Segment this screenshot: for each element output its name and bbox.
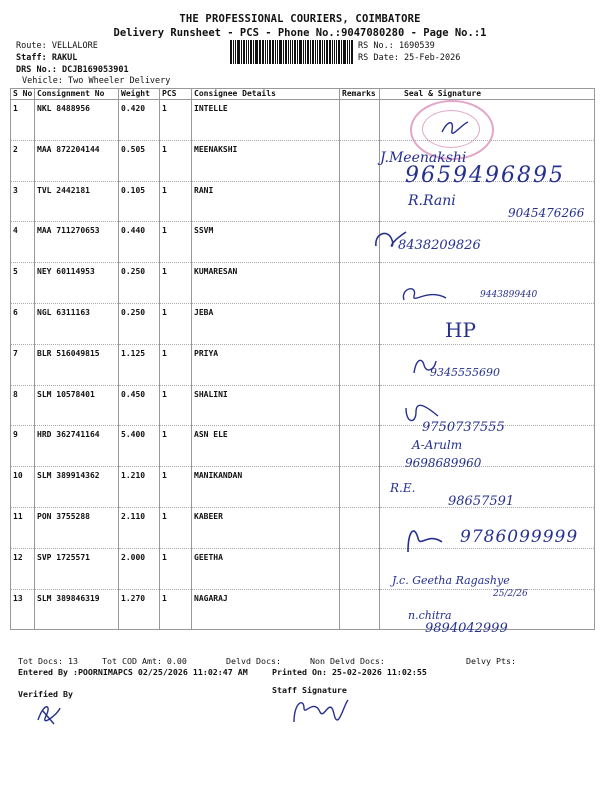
- handwriting-row-10-name: R.E.: [390, 481, 416, 495]
- row-consignee: KABEER: [192, 507, 340, 548]
- table-header-row: [11, 89, 595, 100]
- row-pcs: 1: [160, 303, 192, 344]
- row-remarks: [340, 507, 380, 548]
- row-consignment-no: SVP 1725571: [35, 548, 119, 589]
- row-pcs: 1: [160, 140, 192, 181]
- row-sno: 5: [11, 263, 35, 304]
- row-weight: 1.270: [119, 589, 160, 630]
- row-consignee: MEENAKSHI: [192, 140, 340, 181]
- row-pcs: 1: [160, 548, 192, 589]
- row-consignment-no: NEY 60114953: [35, 263, 119, 304]
- vehicle-label: Vehicle: Two Wheeler Delivery: [22, 76, 171, 86]
- verifier-signature: [34, 700, 64, 726]
- row-consignment-no: MAA 711270653: [35, 222, 119, 263]
- table-row: [11, 426, 595, 467]
- row-sno: 12: [11, 548, 35, 589]
- table-row: [11, 303, 595, 344]
- row-consignment-no: SLM 389914362: [35, 467, 119, 508]
- col-remarks: Remarks: [340, 89, 380, 100]
- total-docs: Tot Docs: 13: [18, 656, 78, 666]
- row-weight: 1.210: [119, 467, 160, 508]
- row-consignee: SSVM: [192, 222, 340, 263]
- handwriting-row-10-phone: 98657591: [448, 494, 515, 509]
- signature-row-5: [400, 284, 450, 306]
- row-consignee: PRIYA: [192, 344, 340, 385]
- handwriting-row-13-name: n.chitra: [408, 609, 452, 622]
- col-consignment: Consignment No: [35, 89, 119, 100]
- signature-row-11: [402, 522, 448, 556]
- row-pcs: 1: [160, 507, 192, 548]
- barcode: [230, 40, 354, 64]
- row-consignee: SHALINI: [192, 385, 340, 426]
- row-consignee: RANI: [192, 181, 340, 222]
- row-consignment-no: SLM 10578401: [35, 385, 119, 426]
- handwriting-row-9-phone: 9698689960: [405, 456, 482, 470]
- row-consignment-no: PON 3755288: [35, 507, 119, 548]
- row-remarks: [340, 426, 380, 467]
- row-remarks: [340, 181, 380, 222]
- handwriting-row-2-phone: 9659496895: [405, 163, 565, 188]
- row-remarks: [340, 140, 380, 181]
- row-pcs: 1: [160, 467, 192, 508]
- row-pcs: 1: [160, 385, 192, 426]
- row-remarks: [340, 263, 380, 304]
- row-consignment-no: SLM 389846319: [35, 589, 119, 630]
- row-remarks: [340, 344, 380, 385]
- handwriting-row-2-name: J.Meenakshi: [380, 150, 467, 166]
- row-weight: 2.000: [119, 548, 160, 589]
- row-weight: 0.250: [119, 303, 160, 344]
- row-pcs: 1: [160, 426, 192, 467]
- row-sno: 3: [11, 181, 35, 222]
- handwriting-row-5-phone: 9443899440: [480, 290, 538, 300]
- row-pcs: 1: [160, 100, 192, 141]
- handwriting-row-4-phone: 8438209826: [398, 238, 481, 253]
- row-consignment-no: NKL 8488956: [35, 100, 119, 141]
- col-sno: S No: [11, 89, 35, 100]
- row-sno: 4: [11, 222, 35, 263]
- handwriting-row-9-name: A-Arulm: [412, 438, 463, 452]
- row-pcs: 1: [160, 589, 192, 630]
- handwriting-row-13-phone: 9894042999: [425, 621, 508, 636]
- row-sno: 7: [11, 344, 35, 385]
- row-consignee: NAGARAJ: [192, 589, 340, 630]
- row-weight: 0.440: [119, 222, 160, 263]
- row-consignee: KUMARESAN: [192, 263, 340, 304]
- runsheet-title: Delivery Runsheet - PCS - Phone No.:9047080280 - Page No.:1: [113, 27, 487, 39]
- row-weight: 0.450: [119, 385, 160, 426]
- table-row: [11, 344, 595, 385]
- col-pcs: PCS: [160, 89, 192, 100]
- table-row: [11, 222, 595, 263]
- row-consignment-no: HRD 362741164: [35, 426, 119, 467]
- row-consignee: GEETHA: [192, 548, 340, 589]
- row-remarks: [340, 303, 380, 344]
- handwriting-row-11-phone: 9786099999: [460, 527, 579, 547]
- printed-on: Printed On: 25-02-2026 11:02:55: [272, 667, 427, 677]
- row-weight: 5.400: [119, 426, 160, 467]
- handwriting-row-7-phone: 9345555690: [430, 366, 500, 379]
- row-remarks: [340, 100, 380, 141]
- row-pcs: 1: [160, 181, 192, 222]
- row-consignee: JEBA: [192, 303, 340, 344]
- delivery-points: Delvy Pts:: [466, 656, 516, 666]
- row-consignment-no: MAA 872204144: [35, 140, 119, 181]
- row-sno: 2: [11, 140, 35, 181]
- row-consignee: ASN ELE: [192, 426, 340, 467]
- handwriting-row-3-phone: 9045476266: [508, 206, 585, 220]
- non-delivered-docs: Non Delvd Docs:: [310, 656, 385, 666]
- row-consignment-no: NGL 6311163: [35, 303, 119, 344]
- row-remarks: [340, 548, 380, 589]
- row-sno: 8: [11, 385, 35, 426]
- company-name: THE PROFESSIONAL COURIERS, COIMBATORE: [179, 13, 421, 25]
- col-consignee: Consignee Details: [192, 89, 340, 100]
- staff-signature: [290, 694, 350, 726]
- row-consignment-no: TVL 2442181: [35, 181, 119, 222]
- row-consignee: MANIKANDAN: [192, 467, 340, 508]
- row-weight: 1.125: [119, 344, 160, 385]
- row-pcs: 1: [160, 344, 192, 385]
- signature-row-1: [440, 118, 470, 138]
- verified-by-label: Verified By: [18, 689, 73, 699]
- row-remarks: [340, 589, 380, 630]
- row-remarks: [340, 467, 380, 508]
- row-pcs: 1: [160, 263, 192, 304]
- col-seal-signature: Seal & Signature: [380, 89, 595, 100]
- delivered-docs: Delvd Docs:: [226, 656, 281, 666]
- handwriting-row-3-name: R.Rani: [408, 193, 456, 209]
- row-consignee: INTELLE: [192, 100, 340, 141]
- total-cod-amount: Tot COD Amt: 0.00: [102, 656, 187, 666]
- handwriting-row-8-phone: 9750737555: [422, 420, 505, 435]
- row-sno: 13: [11, 589, 35, 630]
- entered-by: Entered By :POORNIMAPCS 02/25/2026 11:02:47 AM: [18, 667, 248, 677]
- row-consignment-no: BLR 516049815: [35, 344, 119, 385]
- row-seal-signature: [380, 303, 595, 344]
- row-sno: 9: [11, 426, 35, 467]
- row-sno: 10: [11, 467, 35, 508]
- staff-label: Staff: RAKUL: [16, 53, 78, 63]
- drs-number: DRS No.: DCJB169053901: [16, 65, 129, 75]
- rs-number: RS No.: 1690539: [358, 41, 435, 51]
- col-weight: Weight: [119, 89, 160, 100]
- staff-signature-label: Staff Signature: [272, 685, 347, 695]
- row-weight: 0.420: [119, 100, 160, 141]
- handwriting-row-12-date: 25/2/26: [493, 589, 528, 599]
- handwriting-row-12-name: J.c. Geetha Ragashye: [392, 574, 510, 587]
- row-weight: 2.110: [119, 507, 160, 548]
- row-weight: 0.505: [119, 140, 160, 181]
- row-remarks: [340, 385, 380, 426]
- handwriting-row-6-note: HP: [445, 318, 476, 342]
- route-label: Route: VELLALORE: [16, 41, 98, 51]
- table-row: [11, 385, 595, 426]
- row-sno: 6: [11, 303, 35, 344]
- row-sno: 1: [11, 100, 35, 141]
- row-sno: 11: [11, 507, 35, 548]
- table-row: [11, 100, 595, 141]
- rs-date: RS Date: 25-Feb-2026: [358, 53, 461, 63]
- row-pcs: 1: [160, 222, 192, 263]
- row-weight: 0.250: [119, 263, 160, 304]
- row-weight: 0.105: [119, 181, 160, 222]
